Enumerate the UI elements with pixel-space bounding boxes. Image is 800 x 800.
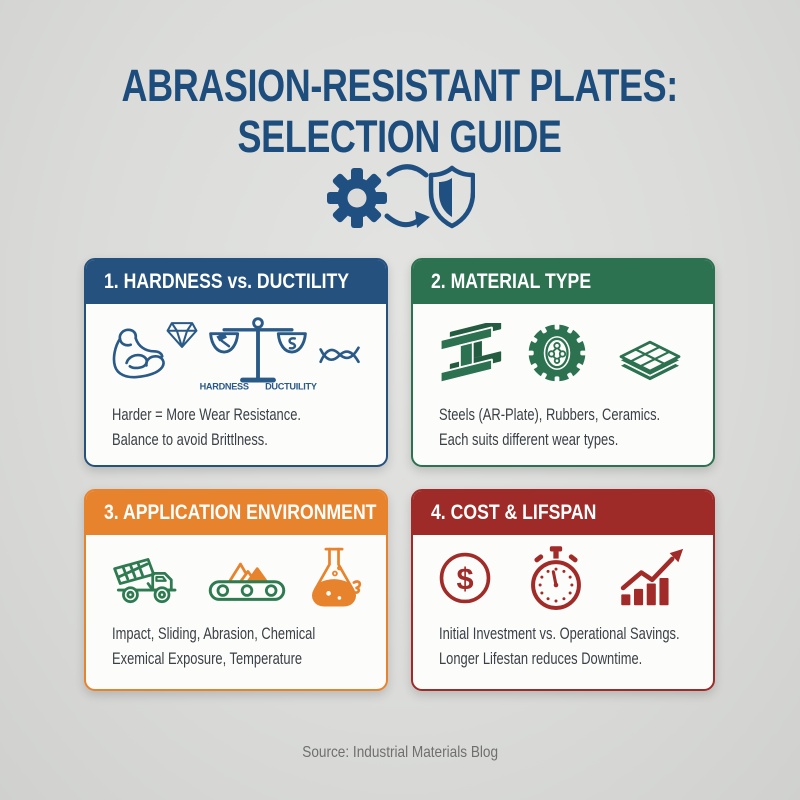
gear-shield-cycle-icon [325,160,475,232]
card-3-icons [86,535,386,621]
card-2-header [413,260,713,304]
gear-icon [327,168,387,228]
card-1-header [86,260,386,304]
card-4-title: 4. COST & LIFSPAN [431,501,597,524]
card-2-icons [413,304,713,402]
source-credit [0,744,800,762]
shield-icon [431,168,473,226]
card-cost-lifespan [411,489,715,691]
growth-chart-icon [619,548,689,608]
card-3-text [86,621,386,671]
card-2-line-2: Each suits different wear types. [439,430,619,449]
i-beam-icon [437,323,503,383]
dollar-glyph: $ [456,560,474,596]
card-4-text [413,621,713,671]
card-4-icons [413,535,713,621]
stopwatch-icon [526,545,586,611]
card-3-line-1: Impact, Sliding, Abrasion, Chemical [112,624,316,643]
card-2-text [413,402,713,452]
balance-scale-icon [199,313,317,393]
card-hardness-vs-ductility [84,258,388,467]
card-application-environment [84,489,388,691]
card-4-line-1: Initial Investment vs. Operational Savings. [439,624,680,643]
scale-label-hardness: HARDNESS [199,381,250,392]
card-2-title: 2. MATERIAL TYPE [431,270,592,293]
title-line-1: ABRASION-RESISTANT PLATES: [121,60,679,111]
card-3-header [86,491,386,535]
chemical-flask-icon [306,546,362,610]
tire-icon [525,321,589,385]
hero-icon-group [0,160,800,232]
scale-label-ductility: DUCTUILITY [265,381,318,392]
muscle-arm-icon [110,325,168,381]
card-3-title: 3. APPLICATION ENVIRONMENT [104,501,377,524]
card-1-line-2: Balance to avoid Brittlness. [112,430,268,449]
conveyor-icon [207,551,287,605]
diamond-icon [165,320,199,350]
card-material-type [411,258,715,467]
card-2-line-1: Steels (AR-Plate), Rubbers, Ceramics. [439,405,661,424]
page-title [0,60,800,162]
card-4-line-2: Longer Lifestan reduces Downtime. [439,649,643,668]
ceramic-tiles-icon [611,323,689,383]
twisted-wire-icon [318,336,362,370]
card-3-line-2: Exemical Exposure, Temperature [112,649,303,668]
card-1-line-1: Harder = More Wear Resistance. [112,405,301,424]
dump-truck-icon [110,548,188,608]
dollar-circle-icon [437,550,493,606]
card-4-header [413,491,713,535]
cycle-arrows-icon [387,167,430,228]
source-text: Source: Industrial Materials Blog [302,744,498,761]
card-grid [84,258,715,691]
title-line-2: SELECTION GUIDE [237,111,563,162]
card-1-title: 1. HARDNESS vs. DUCTILITY [104,270,350,293]
card-1-icons [86,304,386,402]
card-1-text [86,402,386,452]
